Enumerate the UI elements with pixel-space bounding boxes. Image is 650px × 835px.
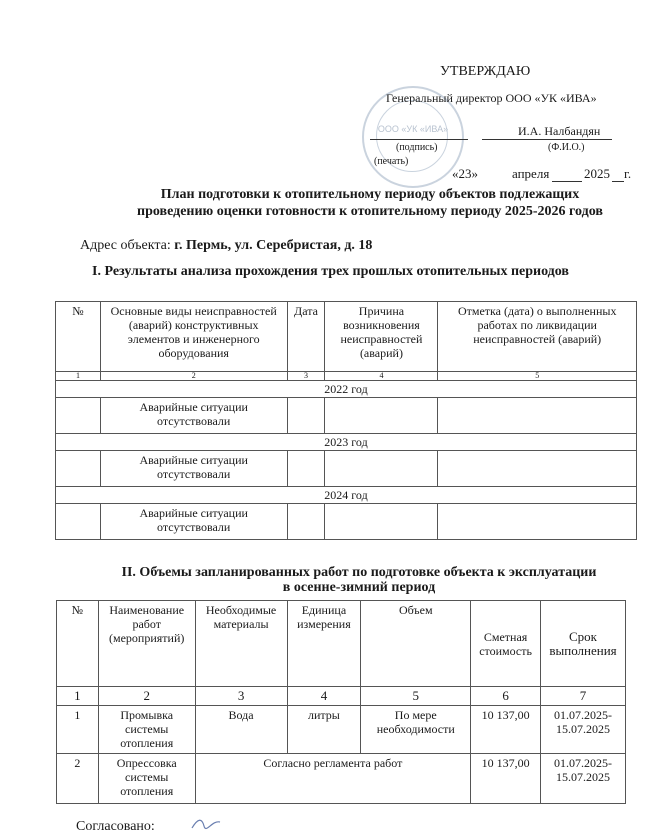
s2-header-cell: Сметная стоимость <box>471 601 541 687</box>
signature-caption: (подпись) <box>396 142 438 153</box>
s2-row-number: 2 <box>57 754 99 804</box>
approval-month: апреля <box>512 166 550 181</box>
s1-header-cell: № <box>56 302 101 372</box>
signature-mark <box>190 816 230 830</box>
s1-col-number: 5 <box>438 372 637 381</box>
s2-unit: литры <box>287 706 361 754</box>
s1-item-text: Аварийные ситуации отсутствовали <box>100 398 287 434</box>
s1-item-text: Аварийные ситуации отсутствовали <box>100 451 287 487</box>
agreed-label: Согласовано: <box>76 819 155 834</box>
fio-caption: (Ф.И.О.) <box>548 142 585 153</box>
s2-work-name: Опрессовка системы отопления <box>98 754 195 804</box>
s2-col-number: 2 <box>98 687 195 706</box>
s2-col-number: 3 <box>195 687 287 706</box>
s1-year-row: 2024 год <box>56 487 637 504</box>
s1-header-cell: Причина возникновения неисправностей (аварий) <box>325 302 438 372</box>
s1-header-cell: Дата <box>287 302 325 372</box>
approval-year: 2025 <box>584 166 610 181</box>
section2-title-line2: в осенне-зимний период <box>282 580 436 595</box>
address <box>80 238 372 254</box>
company-seal: ООО «УК «ИВА» <box>362 86 464 188</box>
s1-header-cell: Основные виды неисправностей (аварий) конструктивных элементов и инженерного оборудования <box>100 302 287 372</box>
s2-work-name: Промывка системы отопления <box>98 706 195 754</box>
s2-term: 01.07.2025-15.07.2025 <box>541 754 626 804</box>
s2-header-cell: Объем <box>361 601 471 687</box>
approval-title: УТВЕРЖДАЮ <box>440 64 531 79</box>
s2-header-cell: Срок выполнения <box>541 601 626 687</box>
s2-header-cell: Необходимые материалы <box>195 601 287 687</box>
approval-day: «23» <box>452 166 478 181</box>
s2-col-number: 7 <box>541 687 626 706</box>
s2-merged-note: Согласно регламента работ <box>195 754 471 804</box>
s2-header-cell: № <box>57 601 99 687</box>
address-value: г. Пермь, ул. Серебристая, д. 18 <box>174 238 373 253</box>
s2-term: 01.07.2025-15.07.2025 <box>541 706 626 754</box>
s2-cost: 10 137,00 <box>471 754 541 804</box>
section2-table <box>56 600 626 804</box>
s1-col-number: 4 <box>325 372 438 381</box>
s2-col-number: 6 <box>471 687 541 706</box>
s1-item-text: Аварийные ситуации отсутствовали <box>100 504 287 540</box>
s2-material: Вода <box>195 706 287 754</box>
s1-col-number: 1 <box>56 372 101 381</box>
s1-year-row: 2022 год <box>56 381 637 398</box>
section1-table <box>55 301 637 540</box>
s2-row-number: 1 <box>57 706 99 754</box>
s2-col-number: 5 <box>361 687 471 706</box>
seal-caption: (печать) <box>374 156 409 167</box>
section2-title-line1: II. Объемы запланированных работ по подготовке объекта к эксплуатации <box>121 565 597 580</box>
approval-year-suffix: г. <box>624 166 632 181</box>
s1-col-number: 2 <box>100 372 287 381</box>
doc-title-line2: проведению оценки готовности к отопительному периоду 2025-2026 годов <box>137 204 603 219</box>
address-label: Адрес объекта: <box>80 238 171 253</box>
s2-header-cell: Наименование работ (мероприятий) <box>98 601 195 687</box>
s2-col-number: 4 <box>287 687 361 706</box>
approval-name: И.А. Налбандян <box>518 124 601 138</box>
s2-col-number: 1 <box>57 687 99 706</box>
doc-title-line1: План подготовки к отопительному периоду объектов подлежащих <box>160 187 580 202</box>
section1-title: I. Результаты анализа прохождения трех прошлых отопительных периодов <box>92 264 569 279</box>
s1-year-row: 2023 год <box>56 434 637 451</box>
approval-position: Генеральный директор ООО «УК «ИВА» <box>386 91 597 105</box>
s2-header-cell: Единица измерения <box>287 601 361 687</box>
s1-header-cell: Отметка (дата) о выполненных работах по ликвидации неисправностей (аварий) <box>438 302 637 372</box>
s2-volume: По мере необходимости <box>361 706 471 754</box>
s1-col-number: 3 <box>287 372 325 381</box>
s2-cost: 10 137,00 <box>471 706 541 754</box>
